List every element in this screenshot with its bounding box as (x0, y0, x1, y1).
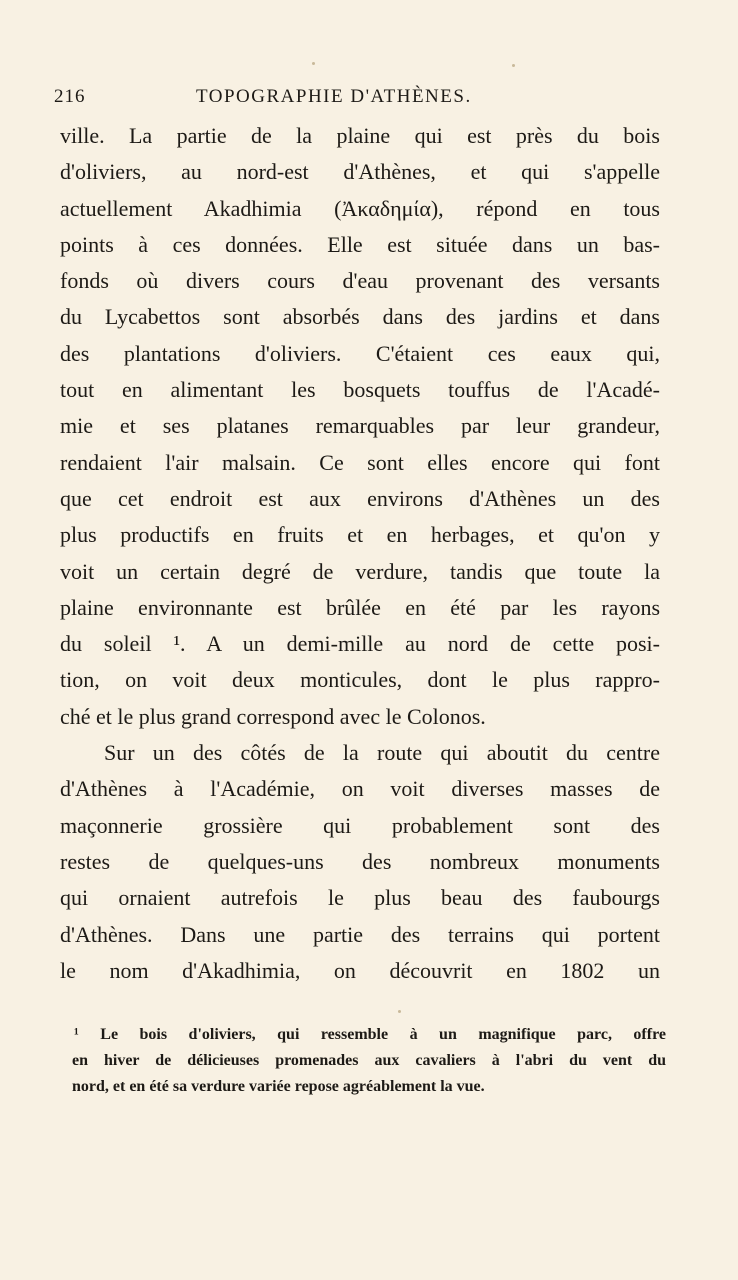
footnote-line: en hiver de délicieuses promenades aux cavaliers à l'abri du vent du (72, 1052, 666, 1069)
text-line: mie et ses platanes remarquables par leur grandeur, (60, 413, 660, 439)
footnote-line: ¹ Le bois d'oliviers, qui ressemble à un magnifique parc, offre (74, 1026, 666, 1043)
page-number: 216 (54, 86, 86, 107)
text-line: ché et le plus grand correspond avec le Colonos. (60, 703, 486, 729)
text-line: des plantations d'oliviers. C'étaient ces eaux qui, (60, 340, 660, 366)
text-line: points à ces données. Elle est située dans un bas- (60, 231, 660, 257)
text-line: qui ornaient autrefois le plus beau des faubourgs (60, 885, 660, 911)
text-line: voit un certain degré de verdure, tandis que toute la (60, 558, 660, 584)
text-line: que cet endroit est aux environs d'Athènes un des (60, 485, 660, 511)
page-header (54, 86, 664, 116)
text-line: restes de quelques-uns des nombreux monuments (60, 848, 660, 874)
text-line: actuellement Akadhimia (Ἀκαδημία), répond en tous (60, 195, 660, 221)
text-line: d'Athènes. Dans une partie des terrains qui portent (60, 921, 660, 947)
footnote-line: nord, et en été sa verdure variée repose agréablement la vue. (72, 1078, 485, 1095)
paper-speck (512, 64, 515, 67)
text-line: maçonnerie grossière qui probablement sont des (60, 812, 660, 838)
body-text (60, 118, 660, 989)
text-line: rendaient l'air malsain. Ce sont elles encore qui font (60, 449, 660, 475)
text-line: plaine environnante est brûlée en été par les rayons (60, 594, 660, 620)
text-line: tion, on voit deux monticules, dont le plus rappro- (60, 667, 660, 693)
paper-speck (312, 62, 315, 65)
text-line: tout en alimentant les bosquets touffus de l'Acadé- (60, 377, 660, 403)
text-line: le nom d'Akadhimia, on découvrit en 1802 un (60, 957, 660, 983)
text-line: plus productifs en fruits et en herbages, et qu'on y (60, 522, 660, 548)
paper-speck (398, 1010, 401, 1013)
text-line: fonds où divers cours d'eau provenant des versants (60, 268, 660, 294)
text-line: ville. La partie de la plaine qui est près du bois (60, 123, 660, 148)
text-line: d'Athènes à l'Académie, on voit diverses masses de (60, 776, 660, 802)
footnote (72, 1022, 666, 1100)
paragraph-start-line: Sur un des côtés de la route qui aboutit du centre (104, 740, 660, 766)
text-line: du Lycabettos sont absorbés dans des jardins et dans (60, 304, 660, 330)
text-line: d'oliviers, au nord-est d'Athènes, et qui s'appelle (60, 159, 660, 185)
running-title: TOPOGRAPHIE D'ATHÈNES. (196, 86, 472, 107)
text-line: du soleil ¹. A un demi-mille au nord de cette posi- (60, 631, 660, 657)
